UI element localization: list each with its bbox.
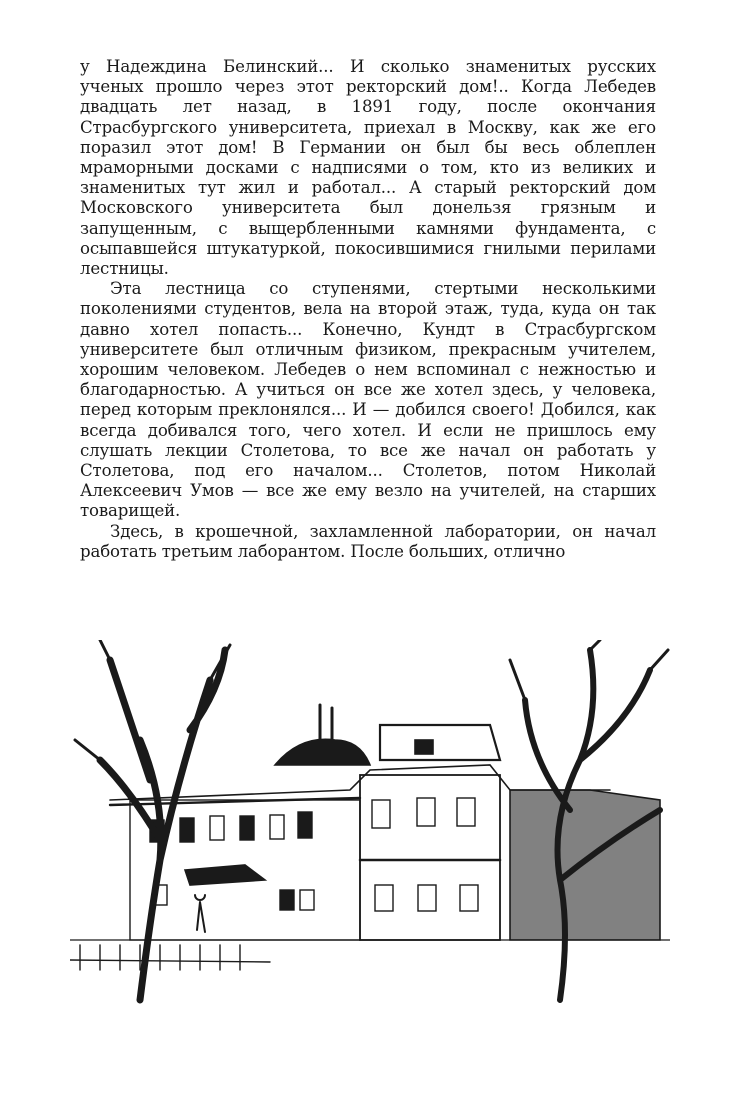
roof-dome: [275, 739, 370, 765]
fence: [70, 945, 270, 970]
right-shaded-building: [510, 790, 660, 940]
building-sketch-illustration: [70, 640, 670, 1020]
left-tree: [100, 650, 225, 1000]
attic: [380, 725, 500, 760]
porch: [185, 865, 265, 885]
walking-figure: [195, 895, 205, 932]
paragraph-3: Здесь, в крошечной, захламленной лаборатории, он начал работать третьим лаборантом. После больших, отлично: [80, 521, 656, 561]
body-text: [80, 57, 656, 562]
windows-upper-row: [150, 798, 475, 842]
paragraph-1: у Надеждина Белинский... И сколько знаменитых русских ученых прошло через этот ректорский дом!.. Когда Лебедев двадцать лет назад, в 1891 году, после окончания Страсбургского университета, приехал в Москву, как же его поразил этот дом! В Германии он был бы весь облеплен мраморными досками с надписями о том, кто из великих и знаменитых тут жил и работал... А старый ректорский дом Московского университета был донельзя грязным и запущенным, с выщербленными камнями фундамента, с осыпавшейся штукатуркой, покосившимися гнилыми перилами лестницы.: [80, 57, 656, 279]
paragraph-2: Эта лестница со ступенями, стертыми несколькими поколениями студентов, вела на второй этаж, туда, куда он так давно хотел попасть... Конечно, Кундт в Страсбургском университете был отличным физиком, прекрасным учителем, хорошим человеком. Лебедев о нем вспоминал с нежностью и благодарностью. А учиться он все же хотел здесь, у человека, перед которым преклонялся... И — добился своего! Добился, как всегда добивался того, чего хотел. И если не пришлось ему слушать лекции Столетова, то все же начал он работать у Столетова, под его началом... Столетов, потом Николай Алексеевич Умов — все же ему везло на учителей, на старших товарищей.: [80, 279, 656, 521]
